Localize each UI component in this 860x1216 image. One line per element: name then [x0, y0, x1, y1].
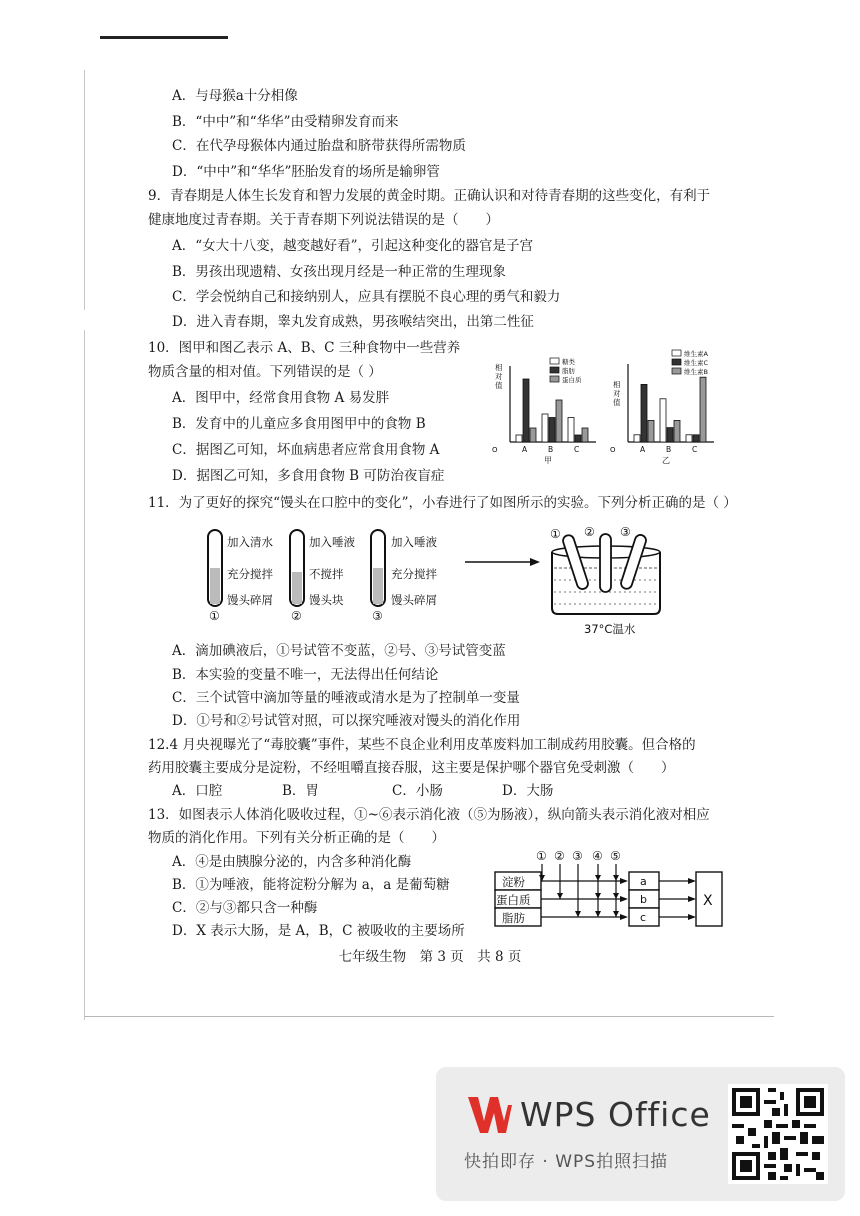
- chart-yi: [608, 345, 718, 470]
- legend-label: 维生素B: [684, 368, 708, 376]
- tube3-label-2: 充分搅拌: [391, 567, 437, 581]
- bar-C-1: [575, 435, 581, 442]
- bar-C-0: [568, 418, 574, 443]
- bar-C-2: [700, 377, 706, 442]
- bar-B-2: [674, 420, 680, 442]
- y-axis-label: 相: [613, 380, 621, 389]
- tube3-label-3: 馒头碎屑: [391, 593, 437, 607]
- q10-option-a: A．图甲中，经常食用食物 A 易发胖: [172, 390, 390, 406]
- bar-A-1: [523, 379, 529, 442]
- wps-watermark: [436, 1067, 845, 1201]
- q8-option-b: B．“中中”和“华华”由受精卵发育而来: [172, 114, 399, 130]
- juice-2: ②: [554, 849, 565, 863]
- bath-label: 37°C温水: [584, 622, 636, 636]
- q11-option-a: A．滴加碘液后，①号试管不变蓝，②号、③号试管变蓝: [172, 643, 506, 659]
- wps-logo-icon: [464, 1091, 512, 1139]
- bath-tube3-number: ③: [620, 525, 631, 539]
- tube2-number: ②: [291, 609, 302, 623]
- bar-B-0: [542, 414, 548, 442]
- bar-A-0: [516, 435, 522, 442]
- q9-option-a: A．“女大十八变，越变越好看”，引起这种变化的器官是子宫: [172, 238, 534, 254]
- q11-option-d: D．①号和②号试管对照，可以探究唾液对馒头的消化作用: [172, 713, 521, 729]
- q13-option-b: B．①为唾液，能将淀粉分解为 a，a 是葡萄糖: [172, 877, 450, 893]
- chart-jia: [490, 350, 600, 470]
- page-bottom-edge: [84, 1016, 774, 1017]
- organ-x: X: [703, 893, 713, 909]
- bar-B-1: [667, 428, 673, 442]
- tube1-label-3: 馒头碎屑: [227, 593, 273, 607]
- y-axis-label: 对: [613, 389, 621, 398]
- q9-stem-line1: 9．青春期是人体生长发育和智力发展的黄金时期。正确认识和对待青春期的这些变化，有利于: [148, 188, 711, 204]
- legend-swatch: [550, 367, 559, 373]
- tube1-label-1: 加入清水: [227, 535, 273, 549]
- q13-stem-line2: 物质的消化作用。下列有关分析正确的是（ ）: [148, 830, 445, 846]
- legend-swatch: [672, 368, 681, 374]
- bar-B-2: [556, 400, 562, 442]
- q10-option-d: D．据图乙可知，多食用食物 B 可防治夜盲症: [172, 468, 445, 484]
- bar-A-0: [634, 435, 640, 442]
- top-rule: [100, 36, 228, 39]
- x-tick-label: C: [692, 445, 698, 454]
- q12-stem-line2: 药用胶囊主要成分是淀粉，不经咀嚼直接吞服，这主要是保护哪个器官免受刺激（ ）: [148, 760, 675, 776]
- chart-title: 甲: [544, 456, 552, 465]
- q13-option-a: A．④是由胰腺分泌的，内含多种消化酶: [172, 854, 412, 870]
- y-axis-label: 值: [613, 398, 621, 407]
- tube2-label-2: 不搅拌: [309, 567, 344, 581]
- product-c: c: [640, 911, 647, 924]
- q12-stem-line1: 12.4 月央视曝光了“毒胶囊”事件，某些不良企业利用皮革废料加工制成药用胶囊。但合格的: [148, 737, 696, 753]
- tube2-label-1: 加入唾液: [309, 535, 355, 549]
- tube2-label-3: 馒头块: [309, 593, 344, 607]
- q12-option-a: A．口腔: [172, 783, 223, 799]
- tube3-number: ③: [372, 609, 383, 623]
- q10-option-b: B．发育中的儿童应多食用图甲中的食物 B: [172, 416, 426, 432]
- product-a: a: [640, 875, 647, 888]
- qr-code[interactable]: [728, 1084, 828, 1184]
- legend-label: 糖类: [562, 358, 575, 366]
- x-tick-label: B: [548, 445, 554, 454]
- origin-label: O: [610, 446, 616, 454]
- product-b: b: [640, 893, 647, 906]
- nutrient-protein: 蛋白质: [496, 893, 531, 907]
- bar-B-1: [549, 418, 555, 443]
- q12-option-b: B．胃: [282, 783, 319, 799]
- legend-swatch: [672, 350, 681, 356]
- x-tick-label: A: [522, 445, 528, 454]
- tube3-label-1: 加入唾液: [391, 535, 437, 549]
- chart-title: 乙: [662, 456, 670, 465]
- q11-stem: 11．为了更好的探究“馒头在口腔中的变化”，小春进行了如图所示的实验。下列分析正确的是（ ）: [148, 495, 737, 511]
- juice-1: ①: [536, 849, 547, 863]
- page-footer: 七年级生物 第 3 页 共 8 页: [338, 949, 522, 965]
- q11-option-c: C．三个试管中滴加等量的唾液或清水是为了控制单一变量: [172, 690, 520, 706]
- x-tick-label: C: [574, 445, 580, 454]
- legend-label: 维生素C: [684, 359, 709, 367]
- legend-swatch: [672, 359, 681, 365]
- q13-digestion-diagram: [492, 846, 724, 938]
- q12-option-d: D．大肠: [502, 783, 554, 799]
- legend-label: 维生素A: [684, 350, 708, 358]
- bar-C-1: [693, 435, 699, 442]
- origin-label: O: [492, 446, 498, 454]
- bath-tube1-number: ①: [550, 527, 561, 541]
- legend-label: 蛋白质: [562, 376, 582, 384]
- q11-experiment-figure: [200, 522, 680, 640]
- q9-option-b: B．男孩出现遗精、女孩出现月经是一种正常的生理现象: [172, 264, 506, 280]
- wps-tagline: 快拍即存 · WPS拍照扫描: [464, 1152, 669, 1172]
- wps-brand-text: WPS Office: [520, 1095, 711, 1134]
- tube1-label-2: 充分搅拌: [227, 567, 273, 581]
- y-axis-label: 相: [495, 363, 503, 372]
- q13-option-c: C．②与③都只含一种酶: [172, 900, 318, 916]
- nutrient-fat: 脂肪: [502, 911, 525, 925]
- y-axis-label: 对: [495, 372, 503, 381]
- bar-C-2: [582, 428, 588, 442]
- q8-option-c: C．在代孕母猴体内通过胎盘和脐带获得所需物质: [172, 138, 466, 154]
- juice-4: ④: [592, 849, 603, 863]
- q9-option-d: D．进入青春期，睾丸发育成熟，男孩喉结突出，出第二性征: [172, 314, 534, 330]
- juice-3: ③: [572, 849, 583, 863]
- bar-A-2: [648, 420, 654, 442]
- x-tick-label: A: [640, 445, 646, 454]
- legend-swatch: [550, 358, 559, 364]
- juice-5: ⑤: [610, 849, 621, 863]
- scan-edge: [84, 330, 85, 1020]
- q9-stem-line2: 健康地度过青春期。关于青春期下列说法错误的是（ ）: [148, 212, 499, 228]
- q8-option-a: A．与母猴a十分相像: [172, 88, 298, 104]
- q10-stem-line2: 物质含量的相对值。下列错误的是（ ）: [148, 364, 382, 380]
- q13-stem-line1: 13．如图表示人体消化吸收过程，①~⑥表示消化液（⑤为肠液），纵向箭头表示消化液对相应: [148, 807, 710, 823]
- bar-A-1: [641, 384, 647, 442]
- test-tube-1: [208, 530, 222, 606]
- q10-option-c: C．据图乙可知，坏血病患者应常食用食物 A: [172, 442, 440, 458]
- test-tube-3: [371, 530, 385, 606]
- bath-tube2-number: ②: [584, 525, 595, 539]
- scan-edge: [84, 70, 85, 310]
- x-tick-label: B: [666, 445, 672, 454]
- y-axis-label: 值: [495, 381, 503, 390]
- bar-B-0: [660, 399, 666, 442]
- legend-label: 脂肪: [562, 367, 575, 375]
- q13-option-d: D．X 表示大肠，是 A，B，C 被吸收的主要场所: [172, 923, 465, 939]
- tube1-number: ①: [209, 609, 220, 623]
- bar-C-0: [686, 435, 692, 442]
- q8-option-d: D．“中中”和“华华”胚胎发育的场所是输卵管: [172, 164, 440, 180]
- nutrient-starch: 淀粉: [502, 875, 525, 889]
- water-bath: [552, 534, 660, 614]
- q12-option-c: C．小肠: [392, 783, 443, 799]
- q11-option-b: B．本实验的变量不唯一，无法得出任何结论: [172, 667, 439, 683]
- bar-A-2: [530, 428, 536, 442]
- q10-stem-line1: 10．图甲和图乙表示 A、B、C 三种食物中一些营养: [148, 340, 461, 356]
- q9-option-c: C．学会悦纳自己和接纳别人，应具有摆脱不良心理的勇气和毅力: [172, 289, 561, 305]
- legend-swatch: [550, 376, 559, 382]
- test-tube-2: [290, 530, 304, 606]
